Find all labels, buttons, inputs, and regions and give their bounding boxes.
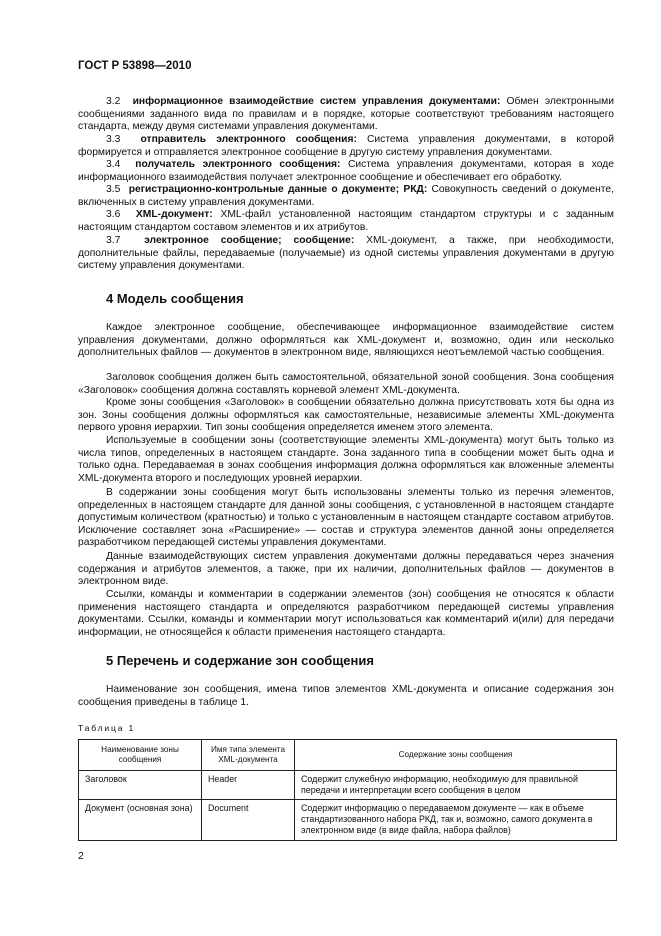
table-header-row	[79, 740, 617, 771]
table-row	[79, 771, 617, 800]
table-cell: Документ (основная зона)	[79, 800, 202, 841]
term-3-6: 3.6 XML-документ: XML-файл установленной настоящим стандартом структуры и с заданным настоящим стандартом составом элементов и их атрибутов.	[78, 209, 614, 233]
zones-table	[78, 739, 617, 841]
term-3-5: 3.5 регистрационно-контрольные данные о документе; РКД: Совокупность сведений о документе, включенных в систему управления документами.	[78, 184, 614, 208]
section-4-paragraph: Данные взаимодействующих систем управления документами должны передаваться через значения содержания и атрибутов элементов, а также, при их наличии, дополнительных файлов — документов в электронном виде.	[78, 551, 614, 588]
term-3-7: 3.7 электронное сообщение; сообщение: XML-документ, а также, при необходимости, дополнительные файлы, передаваемые (получаемые) из одной системы управления документами в другую систему управления документами.	[78, 235, 614, 272]
table-cell: Document	[202, 800, 295, 841]
section-4-paragraph: Заголовок сообщения должен быть самостоятельной, обязательной зоной сообщения. Зона сообщения «Заголовок» сообщения должна составлять корневой элемент XML-документа.	[78, 372, 614, 396]
term-3-3: 3.3 отправитель электронного сообщения: Система управления документами, в которой формируется и отправляется электронное сообщение в другую систему управления документами.	[78, 134, 614, 158]
table-row	[79, 800, 617, 841]
section-5-intro: Наименование зон сообщения, имена типов элементов XML-документа и описание содержания зон сообщения приведены в таблице 1.	[78, 684, 614, 708]
section-4-paragraph: Каждое электронное сообщение, обеспечивающее информационное взаимодействие систем управления документами, должно оформляться как XML-документ и, возможно, один или несколько дополнительных файлов — документов в электронном виде, являющихся неотъемлемой частью сообщения.	[78, 322, 614, 359]
column-header-zone-content: Содержание зоны сообщения	[295, 740, 617, 771]
section-4-paragraph: Кроме зоны сообщения «Заголовок» в сообщении обязательно должна присутствовать хотя бы одна из зон. Зоны сообщения должны оформляться как самостоятельные, независимые элементы XML-документа первого уровня иерархии. Тип зоны сообщения определяется именем этого элемента.	[78, 397, 614, 434]
section-5-heading: 5 Перечень и содержание зон сообщения	[106, 653, 374, 668]
section-4-paragraph: Используемые в сообщении зоны (соответствующие элементы XML-документа) могут быть только из числа типов, определенных в настоящем стандарте. Зона заданного типа в сообщении может быть одна и только одна. Передаваемая в зонах сообщения информация должна оформляться как вложенные элементы XML-документа второго и последующих уровней иерархии.	[78, 435, 614, 484]
section-4-paragraph: Ссылки, команды и комментарии в содержании элементов (зон) сообщения не относятся к области применения настоящего стандарта и определяются разработчиком передающей системы управления документами. Ссылки, команды и комментарии могут использоваться как комментарий и(или) для передачи информации, не относящейся к области применения настоящего стандарта.	[78, 589, 614, 638]
section-4-paragraph: В содержании зоны сообщения могут быть использованы элементы только из перечня элементов, определенных в настоящем стандарте для данной зоны сообщения, с установленной в настоящем стандарте допустимым количеством (кратностью) и только с установленным в настоящем стандарте составом атрибутов. Исключение составляет зона «Расширение» — состав и структура элементов данной зоны определяется разработчиком передающей системы управления документами.	[78, 487, 614, 549]
page-number: 2	[78, 850, 84, 862]
column-header-element-type: Имя типа элемента XML-документа	[202, 740, 295, 771]
term-3-4: 3.4 получатель электронного сообщения: Система управления документами, которая в ходе информационного взаимодействия получает электронное сообщение и обеспечивает его обработку.	[78, 159, 614, 183]
table-caption: Таблица 1	[78, 723, 136, 733]
column-header-zone-name: Наименование зоны сообщения	[79, 740, 202, 771]
table-cell: Содержит служебную информацию, необходимую для правильной передачи и интерпретации всего сообщения в целом	[295, 771, 617, 800]
term-3-2: 3.2 информационное взаимодействие систем управления документами: Обмен электронными сообщениями заданного вида по правилам и в порядке, которые соответствуют требованиям настоящего стандарта, между двумя системами управления документами.	[78, 96, 614, 133]
table-cell: Header	[202, 771, 295, 800]
section-4-heading: 4 Модель сообщения	[106, 291, 244, 306]
table-cell: Содержит информацию о передаваемом документе — как в объеме стандартизованного набора РКД, так и, возможно, самого документа в электронном виде (в виде файла, набора файлов)	[295, 800, 617, 841]
document-header: ГОСТ Р 53898—2010	[78, 60, 192, 72]
table-cell: Заголовок	[79, 771, 202, 800]
